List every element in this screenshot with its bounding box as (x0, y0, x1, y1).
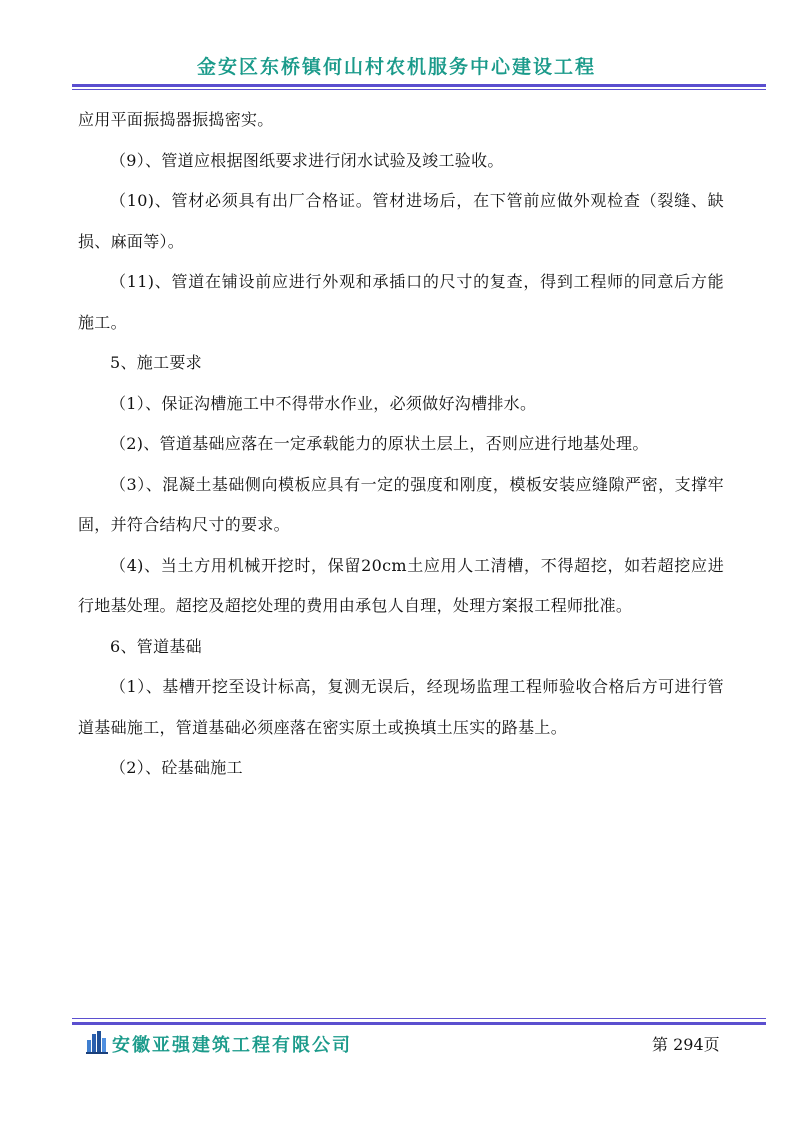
header-rule-thick (72, 84, 766, 87)
paragraph: （4)、当土方用机械开挖时，保留20cm土应用人工清槽，不得超挖，如若超挖应进行地基处理。超挖及超挖处理的费用由承包人自理，处理方案报工程师批准。 (78, 555, 724, 615)
paragraph: （2）、砼基础施工 (110, 758, 243, 777)
footer-company-name: 安徽亚强建筑工程有限公司 (112, 1035, 352, 1056)
footer-rule-thin (72, 1018, 766, 1019)
paragraph: （10)、管材必须具有出厂合格证。管材进场后，在下管前应做外观检查（裂缝、缺损、麻面等）。 (78, 191, 724, 251)
paragraph: （2)、管道基础应落在一定承载能力的原状土层上，否则应进行地基处理。 (110, 434, 649, 453)
page-number: 第 294页 (652, 1035, 720, 1054)
section-heading: 5、施工要求 (110, 353, 202, 372)
section-heading: 6、管道基础 (110, 636, 202, 656)
footer-rule-thick (72, 1022, 766, 1025)
paragraph: （11)、管道在铺设前应进行外观和承插口的尺寸的复查，得到工程师的同意后方能施工。 (78, 272, 724, 332)
paragraph: （1）、基槽开挖至设计标高，复测无误后，经现场监理工程师验收合格后方可进行管道基础施工，管道基础必须座落在密实原土或换填土压实的路基上。 (78, 677, 724, 737)
paragraph: （9）、管道应根据图纸要求进行闭水试验及竣工验收。 (110, 150, 504, 170)
building-logo-icon (86, 1030, 108, 1054)
header-rule-thin (72, 89, 766, 90)
paragraph: 应用平面振捣器振捣密实。 (78, 110, 274, 129)
paragraph: （1）、保证沟槽施工中不得带水作业，必须做好沟槽排水。 (110, 393, 537, 413)
document-body (78, 100, 724, 789)
header-title: 金安区东桥镇何山村农机服务中心建设工程 (196, 56, 596, 78)
paragraph: （3）、混凝土基础侧向模板应具有一定的强度和刚度，模板安装应缝隙严密，支撑牢固，并符合结构尺寸的要求。 (78, 474, 724, 534)
